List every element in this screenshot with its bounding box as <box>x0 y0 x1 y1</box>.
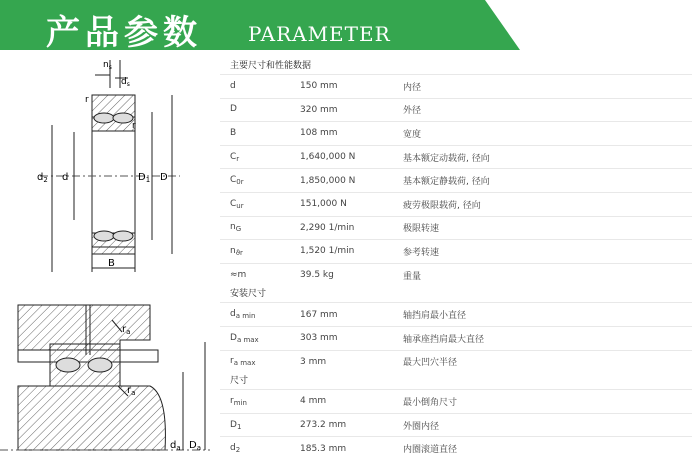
param-description: 外径 <box>403 106 422 117</box>
param-symbol: ≈m <box>230 269 247 280</box>
label-r-top: r <box>85 95 89 105</box>
label-D: D <box>160 172 168 183</box>
param-row <box>220 121 692 145</box>
bearing-drawings <box>0 50 220 456</box>
param-symbol: $D_{a max}$ <box>230 332 259 344</box>
header-banner <box>0 0 700 53</box>
param-description: 轴挡肩最小直径 <box>403 311 467 322</box>
label-ds: $d_s$ <box>121 77 130 88</box>
section-title: 安装尺寸 <box>230 289 267 300</box>
param-description: 轴承座挡肩最大直径 <box>403 334 485 345</box>
label-d2: $d_2$ <box>37 172 48 184</box>
label-B: B <box>108 258 115 269</box>
param-description: 参考转速 <box>403 247 440 258</box>
param-value: 150 mm <box>300 81 338 92</box>
param-row <box>220 98 692 122</box>
label-ns: $n_s$ <box>103 60 112 71</box>
parameter-table <box>220 58 692 460</box>
cross-section-drawing <box>40 60 180 272</box>
param-row <box>220 168 692 192</box>
param-row <box>220 74 692 98</box>
param-symbol: B <box>230 127 237 138</box>
label-da: $d_a$ <box>170 440 181 452</box>
param-value: 303 mm <box>300 333 338 344</box>
param-description: 外圈内径 <box>403 421 440 432</box>
param-description: 最大凹穴半径 <box>403 358 458 369</box>
param-value: 1,640,000 N <box>300 152 356 163</box>
section-title: 尺寸 <box>230 376 249 387</box>
param-description: 基本额定静载荷, 径向 <box>403 177 490 188</box>
param-symbol: $C_r$ <box>230 151 240 163</box>
param-symbol: $D_1$ <box>230 419 242 431</box>
param-description: 内径 <box>403 82 422 93</box>
label-Da: $D_a$ <box>189 440 201 452</box>
param-description: 基本额定动载荷, 径向 <box>403 153 490 164</box>
param-symbol: $C_{ur}$ <box>230 198 244 210</box>
param-value: 185.3 mm <box>300 443 347 454</box>
param-row <box>220 263 692 287</box>
param-symbol: d <box>230 80 236 91</box>
label-ra-bottom: $r_a$ <box>127 385 136 397</box>
param-value: 108 mm <box>300 128 338 139</box>
param-description: 重量 <box>403 271 422 282</box>
section-title: 主要尺寸和性能数据 <box>230 61 312 71</box>
label-r-right: r <box>132 121 136 131</box>
label-d: d <box>62 172 69 183</box>
label-D1: $D_1$ <box>138 172 151 184</box>
param-description: 疲劳极限载荷, 径向 <box>403 200 481 211</box>
param-row <box>220 239 692 263</box>
param-value: 1,850,000 N <box>300 175 356 186</box>
param-symbol: $n_G$ <box>230 222 242 234</box>
param-description: 宽度 <box>403 129 422 140</box>
param-value: 1,520 1/min <box>300 246 355 257</box>
banner-title-en: PARAMETER <box>248 22 391 46</box>
param-symbol: $n_{ϑr}$ <box>230 245 243 257</box>
param-value: 167 mm <box>300 309 338 320</box>
param-value: 2,290 1/min <box>300 222 355 233</box>
label-ra-top: $r_a$ <box>122 324 131 336</box>
banner-cut <box>485 0 520 50</box>
param-row <box>220 436 692 460</box>
param-symbol: $d_2$ <box>230 443 241 455</box>
param-row <box>220 192 692 216</box>
mounting-drawing <box>0 305 210 450</box>
param-value: 3 mm <box>300 356 327 367</box>
param-value: 273.2 mm <box>300 420 347 431</box>
param-value: 4 mm <box>300 396 327 407</box>
param-row <box>220 389 692 413</box>
param-row <box>220 350 692 374</box>
param-row <box>220 326 692 350</box>
param-symbol: $r_{min}$ <box>230 395 247 407</box>
param-row <box>220 216 692 240</box>
param-symbol: D <box>230 104 237 115</box>
param-value: 320 mm <box>300 104 338 115</box>
param-description: 最小倒角尺寸 <box>403 397 458 408</box>
param-symbol: $C_{0r}$ <box>230 175 244 187</box>
param-symbol: $r_{a max}$ <box>230 356 256 368</box>
param-description: 内圈滚道直径 <box>403 445 458 456</box>
param-row <box>220 302 692 326</box>
param-value: 151,000 N <box>300 199 347 210</box>
param-symbol: $d_{a min}$ <box>230 309 256 321</box>
param-row <box>220 145 692 169</box>
param-description: 极限转速 <box>403 224 440 235</box>
param-value: 39.5 kg <box>300 270 334 281</box>
param-row <box>220 413 692 437</box>
banner-title-zh: 产品参数 <box>46 13 202 53</box>
